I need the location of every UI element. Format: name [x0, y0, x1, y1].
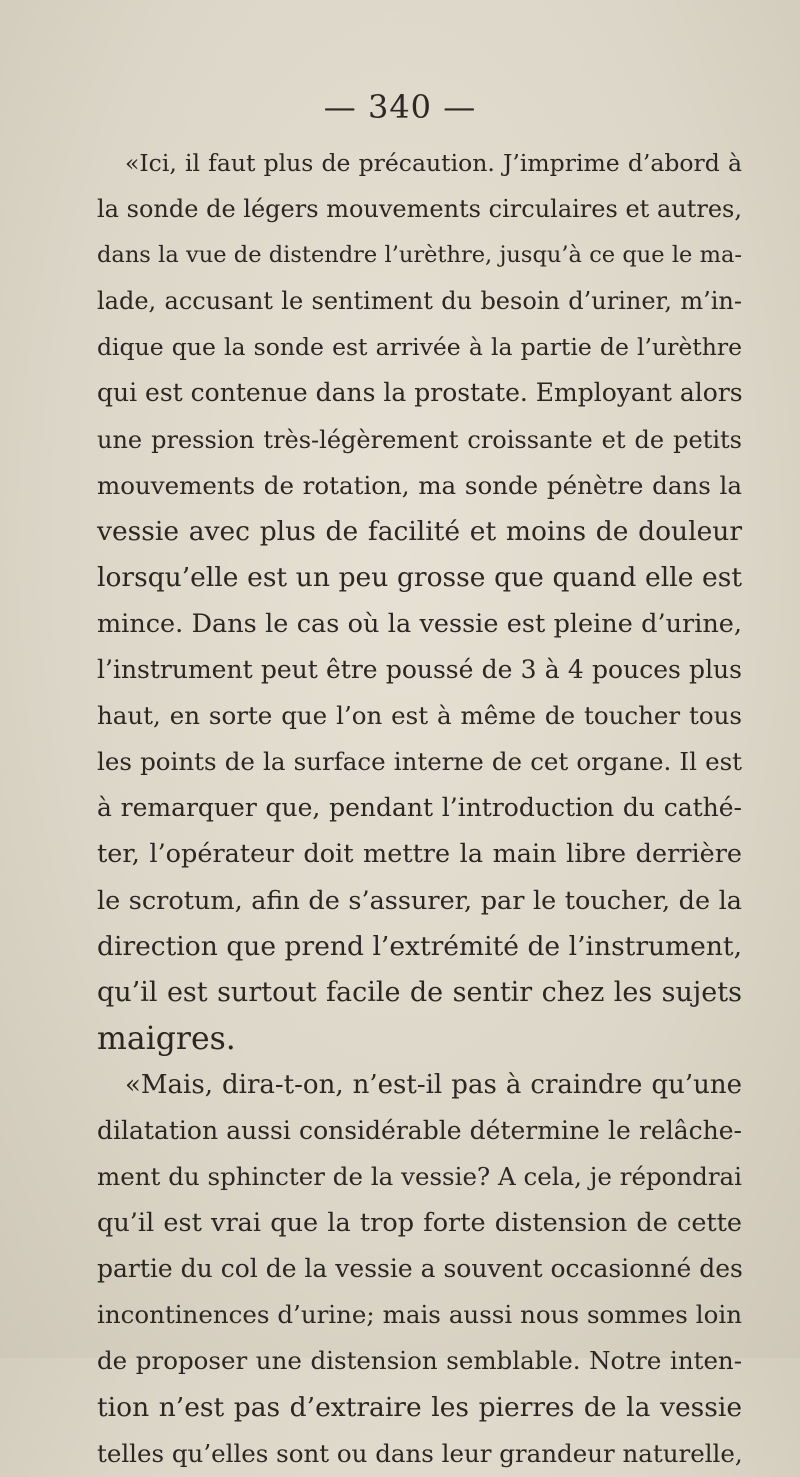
text-line: partie du col de la vessie a souvent occasionné des	[97, 1254, 743, 1284]
body-text	[97, 140, 742, 1477]
text-line: dique que la sonde est arrivée à la partie de l’urèthre	[97, 333, 742, 362]
text-line: tion n’est pas d’extraire les pierres de la vessie	[97, 1391, 742, 1423]
text-line: lade, accusant le sentiment du besoin d’uriner, m’in-	[97, 287, 742, 316]
text-line: de proposer une distension semblable. Notre inten-	[97, 1346, 742, 1376]
text-line: le scrotum, afin de s’assurer, par le toucher, de la	[97, 885, 742, 916]
text-line: vessie avec plus de facilité et moins de douleur	[97, 515, 742, 547]
text-line: mouvements de rotation, ma sonde pénètre dans la	[97, 470, 742, 500]
text-line: l’instrument peut être poussé de 3 à 4 pouces plus	[97, 655, 742, 685]
text-line: ter, l’opérateur doit mettre la main libre derrière	[97, 839, 742, 870]
text-line: direction que prend l’extrémité de l’instrument,	[97, 930, 742, 962]
text-line: à remarquer que, pendant l’introduction du cathé-	[97, 793, 742, 823]
text-line: mince. Dans le cas où la vessie est pleine d’urine,	[97, 608, 742, 639]
text-line: les points de la surface interne de cet organe. Il est	[97, 747, 742, 777]
text-line: «Mais, dira-t-on, n’est-il pas à craindre qu’une	[125, 1069, 742, 1100]
text-line: dans la vue de distendre l’urèthre, jusqu’à ce que le ma-	[97, 242, 742, 269]
text-line: incontinences d’urine; mais aussi nous sommes loin	[97, 1300, 742, 1330]
page-number: — 340 —	[323, 88, 477, 126]
text-line: ment du sphincter de la vessie? A cela, je répondrai	[97, 1162, 742, 1192]
text-line: haut, en sorte que l’on est à même de toucher tous	[97, 701, 742, 731]
text-line: «Ici, il faut plus de précaution. J’imprime d’abord à	[125, 149, 742, 177]
text-line: maigres.	[97, 1020, 236, 1057]
text-line: telles qu’elles sont ou dans leur grandeur naturelle,	[97, 1438, 743, 1468]
text-line: qui est contenue dans la prostate. Employant alors	[97, 378, 743, 408]
text-line: dilatation aussi considérable détermine le relâche-	[97, 1115, 742, 1145]
text-line: qu’il est surtout facile de sentir chez les sujets	[97, 976, 742, 1008]
text-line: une pression très-légèrement croissante et de petits	[97, 425, 742, 454]
text-line: lorsqu’elle est un peu grosse que quand elle est	[97, 561, 742, 593]
text-line: la sonde de légers mouvements circulaires et autres,	[97, 195, 742, 224]
text-line: qu’il est vrai que la trop forte distension de cette	[97, 1208, 742, 1239]
